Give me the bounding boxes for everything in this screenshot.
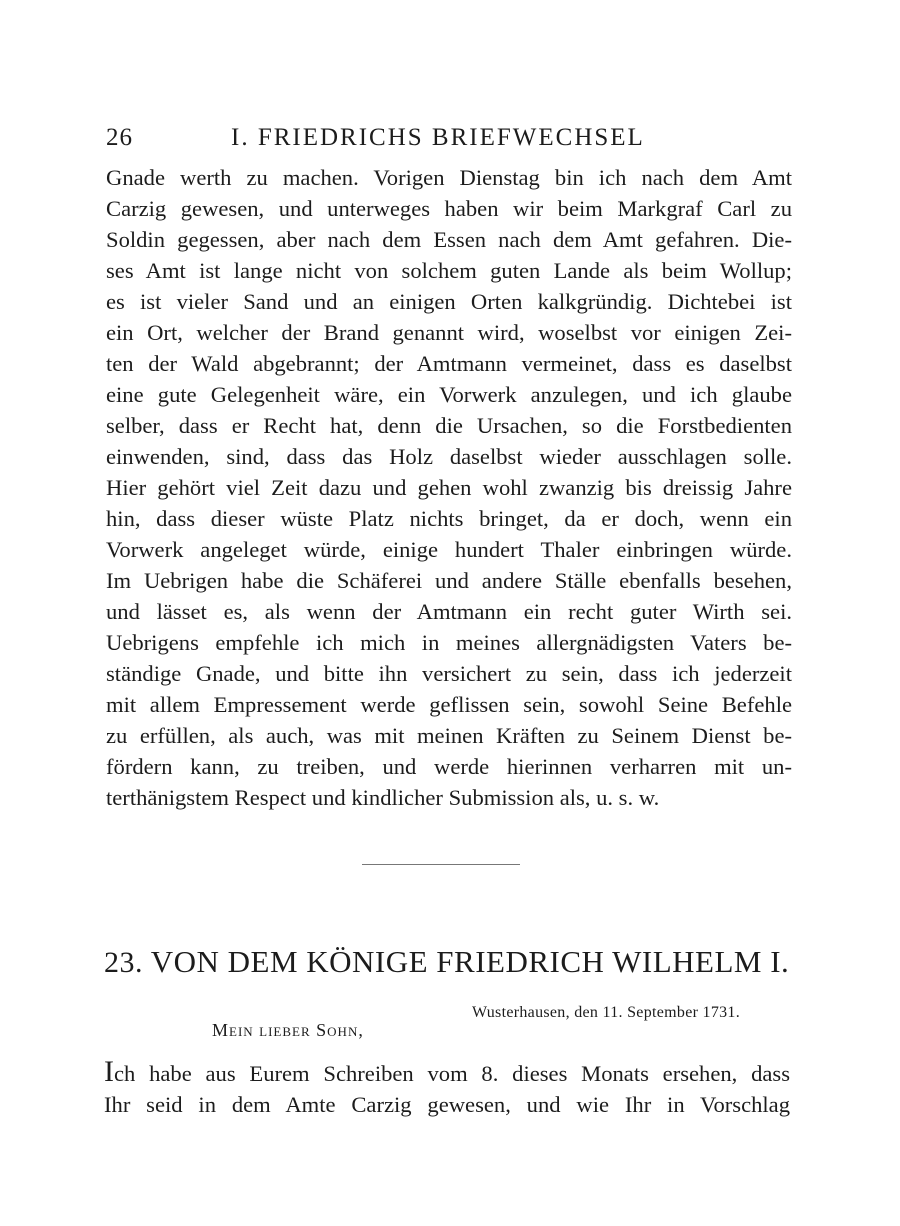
body-line: Vorwerk angeleget würde, einige hundert Thaler einbringen würde. bbox=[106, 537, 792, 562]
body-line: Im Uebrigen habe die Schäferei und andere Ställe ebenfalls besehen, bbox=[106, 568, 792, 593]
letter-line bbox=[104, 1056, 790, 1089]
section-divider bbox=[362, 864, 520, 865]
letter-line: Ihr seid in dem Amte Carzig gewesen, und wie Ihr in Vorschlag bbox=[104, 1092, 790, 1117]
letter-title: VON DEM KÖNIGE FRIEDRICH WILHELM I. bbox=[150, 944, 790, 979]
body-line: Carzig gewesen, und unterweges haben wir beim Markgraf Carl zu bbox=[106, 196, 792, 221]
body-line: Soldin gegessen, aber nach dem Essen nach dem Amt gefahren. Die- bbox=[106, 227, 792, 252]
body-line: es ist vieler Sand und an einigen Orten kalkgründig. Dichtebei ist bbox=[106, 289, 792, 314]
letter-number: 23. bbox=[104, 946, 143, 979]
body-line: zu erfüllen, als auch, was mit meinen Kräften zu Seinem Dienst be- bbox=[106, 723, 792, 748]
letter-salutation: Mein lieber Sohn, bbox=[212, 1020, 364, 1040]
running-head: I. FRIEDRICHS BRIEFWECHSEL bbox=[231, 124, 645, 151]
page-number: 26 bbox=[106, 124, 133, 151]
body-line: ten der Wald abgebrannt; der Amtmann vermeinet, dass es daselbst bbox=[106, 351, 792, 376]
body-text bbox=[106, 162, 792, 813]
body-line-last: terthänigstem Respect und kindlicher Submission als, u. s. w. bbox=[106, 785, 660, 810]
body-line: eine gute Gelegenheit wäre, ein Vorwerk anzulegen, und ich glaube bbox=[106, 382, 792, 407]
body-line: hin, dass dieser wüste Platz nichts bringet, da er doch, wenn ein bbox=[106, 506, 792, 531]
page-header bbox=[106, 118, 796, 154]
letter-dateline: Wusterhausen, den 11. September 1731. bbox=[472, 1004, 741, 1021]
body-line: Gnade werth zu machen. Vorigen Dienstag bin ich nach dem Amt bbox=[106, 165, 792, 190]
letter-heading bbox=[104, 944, 804, 980]
body-line: Hier gehört viel Zeit dazu und gehen wohl zwanzig bis dreissig Jahre bbox=[106, 475, 792, 500]
body-line: Uebrigens empfehle ich mich in meines allergnädigsten Vaters be- bbox=[106, 630, 792, 655]
body-line: mit allem Empressement werde geflissen sein, sowohl Seine Befehle bbox=[106, 692, 792, 717]
body-line: einwenden, sind, dass das Holz daselbst wieder ausschlagen solle. bbox=[106, 444, 792, 469]
body-line: fördern kann, zu treiben, und werde hierinnen verharren mit un- bbox=[106, 754, 792, 779]
body-line: selber, dass er Recht hat, denn die Ursachen, so die Forstbedienten bbox=[106, 413, 792, 438]
letter-line-text: ch habe aus Eurem Schreiben vom 8. dieses Monats ersehen, dass bbox=[114, 1061, 790, 1086]
body-line: ständige Gnade, und bitte ihn versichert zu sein, dass ich jederzeit bbox=[106, 661, 792, 686]
drop-initial: I bbox=[104, 1055, 114, 1088]
body-line: und lässet es, als wenn der Amtmann ein recht guter Wirth sei. bbox=[106, 599, 792, 624]
letter-body bbox=[104, 1056, 790, 1120]
body-line: ses Amt ist lange nicht von solchem guten Lande als beim Wollup; bbox=[106, 258, 792, 283]
body-line: ein Ort, welcher der Brand genannt wird, woselbst vor einigen Zei- bbox=[106, 320, 792, 345]
